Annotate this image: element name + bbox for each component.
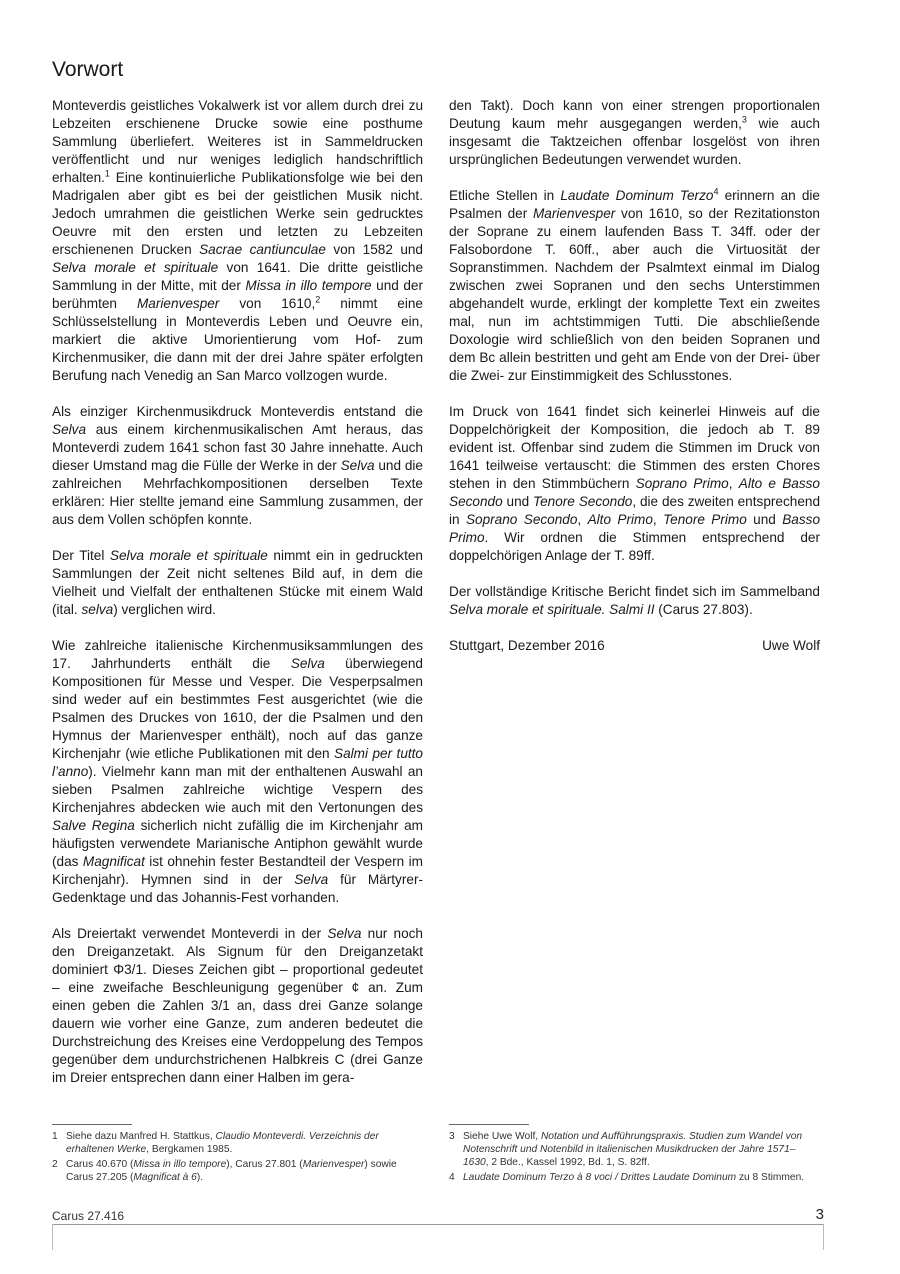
paragraph: [52, 925, 423, 1087]
text-segment: Als Dreiertakt verwendet Monteverdi in der: [52, 926, 328, 941]
text-segment: zu 8 Stimmen.: [736, 1172, 805, 1183]
text-segment: , die des zweiten entsprechend in: [449, 494, 821, 527]
text-segment: (Carus 27.803).: [654, 602, 753, 617]
paragraph: [52, 403, 423, 529]
italic-text: Alto e Basso Secondo: [449, 476, 820, 509]
text-segment: , 2 Bde., Kassel 1992, Bd. 1, S. 82ff.: [485, 1157, 650, 1168]
text-segment: wie auch insgesamt die Taktzeichen offenbar losgelöst von ihren ursprünglichen Bedeutungen verwendet wurden.: [449, 116, 820, 167]
text-segment: ist ohnehin fester Bestandteil der Vespern im Kirchenjahr). Hymnen sind in der: [52, 854, 423, 887]
text-segment: Im Druck von 1641 findet sich keinerlei Hinweis auf die Doppelchörigkeit der Komposition, die jedoch ab T. 89 evident ist. Offenbar sind zudem die Stimmen im Druck von 1641 teilweise vertauscht: die Stimmen des ersten Chores stehen in den Stimmbüchern: [449, 404, 820, 491]
text-segment: von 1610,: [219, 296, 316, 311]
footnote-number: 3: [449, 1131, 455, 1142]
footnote-rule-left: [52, 1124, 132, 1125]
author-name: Uwe Wolf: [762, 638, 820, 653]
italic-text: Magnificat à 6: [133, 1172, 197, 1183]
paragraph: [449, 583, 820, 619]
footnotes-right: [449, 1130, 820, 1186]
footnote: [449, 1130, 820, 1169]
footnote: [449, 1171, 820, 1184]
italic-text: Soprano Primo: [635, 476, 729, 491]
footnote: [52, 1158, 423, 1184]
italic-text: Notation und Aufführungspraxis. Studien zum Wandel von Notenschrift und Notenbild in italienischen Musikdrucken der Jahre 1571–1630: [463, 1131, 803, 1168]
footnotes-left: [52, 1130, 423, 1186]
text-segment: Der vollständige Kritische Bericht findet sich im Sammelband: [449, 584, 820, 599]
footnote-rule-right: [449, 1124, 529, 1125]
italic-text: Selva morale et spirituale. Salmi II: [449, 602, 655, 617]
text-segment: Carus 40.670 (: [66, 1159, 134, 1170]
text-segment: von 1582 und: [325, 242, 423, 257]
italic-text: Laudate Dominum Terzo: [560, 188, 714, 203]
text-segment: nur noch den Dreiganzetakt. Als Signum für den Dreiganzetakt dominiert Φ3/1. Dieses Zeichen gibt – proportional gedeutet – eine zweifache Beschleunigung gegenüber ¢ an. Zum einen geben die Zahlen 3/1 an, dass drei Ganze solange dauern wie vorher eine Ganze, zum anderen bedeutet die Durchstreichung des Kreises eine Verdoppelung des Tempos gegenüber dem undurchstrichenen Halbkreis C (drei Ganze im Dreier entsprechen dann einer Halben im gera-: [52, 926, 423, 1085]
catalog-number: Carus 27.416: [52, 1209, 125, 1223]
italic-text: Sacrae cantiunculae: [199, 242, 326, 257]
italic-text: Alto Primo: [587, 512, 653, 527]
crop-mark-left: [52, 1224, 53, 1250]
italic-text: Selva: [327, 926, 362, 941]
text-segment: und: [502, 494, 534, 509]
italic-text: Selva morale et spirituale: [109, 548, 268, 563]
page-number: 3: [815, 1206, 824, 1223]
paragraph: [52, 97, 423, 385]
text-segment: ,: [652, 512, 664, 527]
text-segment: und der berühmten: [52, 278, 423, 311]
text-segment: ,: [728, 476, 739, 491]
italic-text: Selva: [52, 422, 87, 437]
footnote-number: 4: [449, 1172, 455, 1183]
text-segment: , Bergkamen 1985.: [146, 1144, 233, 1155]
text-segment: Der Titel: [52, 548, 110, 563]
right-paragraphs: [449, 97, 820, 619]
text-segment: Siehe dazu Manfred H. Stattkus,: [66, 1131, 216, 1142]
footnote-number: 2: [52, 1159, 58, 1170]
paragraph: [449, 403, 820, 565]
italic-text: Selva: [294, 872, 329, 887]
italic-text: selva: [81, 602, 114, 617]
paragraph: [52, 547, 423, 619]
left-column: [52, 97, 423, 1105]
text-segment: . Wir ordnen die Stimmen entsprechend der doppelchörigen Anlage der T. 89ff.: [449, 530, 820, 563]
place-date: Stuttgart, Dezember 2016: [449, 638, 605, 653]
footnote-reference: 3: [741, 114, 747, 125]
italic-text: Salve Regina: [52, 818, 135, 833]
italic-text: Marienvesper: [136, 296, 220, 311]
paragraph: [449, 187, 820, 385]
italic-text: Magnificat: [82, 854, 145, 869]
text-segment: sicherlich nicht zufällig die im Kirchenjahr am häufigsten verwendete Marianische Antiphon gewählt wurde (das: [52, 818, 423, 869]
text-segment: nimmt ein in gedruckten Sammlungen der Zeit nicht seltenes Bild auf, in dem die Vielheit und Vielfalt der enthaltenen Stücke mit einem Wald (ital.: [52, 548, 423, 617]
text-segment: ) verglichen wird.: [113, 602, 216, 617]
italic-text: Selva morale et spirituale: [52, 260, 219, 275]
text-segment: ), Carus 27.801 (: [226, 1159, 303, 1170]
left-paragraphs: [52, 97, 423, 1087]
text-segment: erinnern an die Psalmen der: [449, 188, 820, 221]
italic-text: Selva: [290, 656, 325, 671]
signature-line: [449, 637, 820, 655]
footnote-text: [463, 1171, 820, 1184]
footnote-reference: 2: [315, 294, 321, 305]
italic-text: Missa in illo tempore: [245, 278, 372, 293]
text-segment: den Takt). Doch kann von einer strengen proportionalen Deutung kaum mehr ausgegangen werden,: [449, 98, 820, 131]
italic-text: Tenore Secondo: [533, 494, 633, 509]
text-segment: ) sowie Carus 27.205 (: [66, 1159, 397, 1183]
italic-text: Claudio Monteverdi. Verzeichnis der erhaltenen Werke: [66, 1131, 379, 1155]
crop-mark-right: [823, 1224, 824, 1250]
text-segment: und: [746, 512, 783, 527]
text-segment: aus einem kirchenmusikalischen Amt heraus, das Monteverdi zudem 1641 schon fast 30 Jahre innehatte. Auch dieser Umstand mag die Fülle der Werke in der: [52, 422, 423, 473]
paragraph: [449, 97, 820, 169]
text-segment: überwiegend Kompositionen für Messe und Vesper. Die Vesperpsalmen sind weder auf ein bestimmtes Fest ausgerichtet (wie die Psalmen des Druckes von 1610, der die Psalmen und den Hymnus der Marienvesper enthält), noch auf das ganze Kirchenjahr (wie etliche Publikationen mit den: [52, 656, 423, 761]
text-segment: ).: [196, 1172, 204, 1183]
text-segment: Siehe Uwe Wolf,: [463, 1131, 541, 1142]
text-segment: und die zahlreichen Mehrfachkompositionen derselben Texte erklären: Hier stellte jemand eine Sammlung zusammen, der aus dem Vollen schöpfen konnte.: [52, 458, 423, 527]
footnote-text: [66, 1130, 423, 1156]
text-segment: Eine kontinuierliche Publikationsfolge wie bei den Madrigalen aber gibt es bei der geistlichen Musik nicht. Jedoch umrahmen die geistlichen Werke sein gedrucktes Oeuvre mit den ersten und letzten zu Lebzeiten erschienenen Drucken: [52, 170, 423, 257]
italic-text: Laudate Dominum Terzo à 8 voci / Drittes Laudate Dominum: [463, 1172, 737, 1183]
footnote-reference: 4: [713, 186, 719, 197]
italic-text: Salmi per tutto l’anno: [52, 746, 423, 779]
text-segment: für Märtyrer-Gedenktage und das Johannis-Fest vorhanden.: [52, 872, 423, 905]
italic-text: Soprano Secondo: [465, 512, 578, 527]
italic-text: Marienvesper: [302, 1159, 365, 1170]
footnote-reference: 1: [104, 168, 110, 179]
text-segment: Monteverdis geistliches Vokalwerk ist vor allem durch drei zu Lebzeiten erschienene Drucke sowie eine posthume Sammlung überliefert. Weiteres ist in Sammeldrucken veröffentlicht und nur weniges lediglich handschriftlich erhalten.: [52, 98, 423, 185]
paragraph: [52, 637, 423, 907]
page-heading: Vorwort: [52, 58, 124, 81]
italic-text: Missa in illo tempore: [133, 1159, 227, 1170]
text-segment: Wie zahlreiche italienische Kirchenmusiksammlungen des 17. Jahrhunderts enthält die: [52, 638, 423, 671]
text-segment: Etliche Stellen in: [449, 188, 561, 203]
text-segment: Als einziger Kirchenmusikdruck Monteverdis entstand die: [52, 404, 423, 419]
text-segment: ). Vielmehr kann man mit der enthaltenen Auswahl an sieben Psalmen zahlreiche wichtige Vespern des Kirchenjahres abdecken wie auch mit den Vertonungen des: [52, 764, 423, 815]
italic-text: Marienvesper: [532, 206, 616, 221]
right-column: [449, 97, 820, 655]
italic-text: Basso Primo: [449, 512, 821, 545]
italic-text: Selva: [340, 458, 375, 473]
footnote-text: [463, 1130, 820, 1169]
text-segment: nimmt eine Schlüsselstellung in Monteverdis Leben und Oeuvre ein, markiert die aktive Umorientierung vom Hof- zum Kirchenmusiker, die dann mit der drei Jahre später erfolgten Berufung nach Venedig an San Marco vollzogen wurde.: [52, 296, 423, 383]
footer-rule: [52, 1224, 824, 1225]
footnote-number: 1: [52, 1131, 58, 1142]
text-segment: ,: [577, 512, 588, 527]
text-segment: von 1641. Die dritte geistliche Sammlung in der Mitte, mit der: [52, 260, 424, 293]
footnote-text: [66, 1158, 423, 1184]
italic-text: Tenore Primo: [663, 512, 747, 527]
footnote: [52, 1130, 423, 1156]
text-segment: von 1610, so der Rezitationston der Soprane zu einem laufenden Bass T. 34ff. oder der Falsobordone T. 60ff., aber auch die Virtuosität der Sopranstimmen. Nachdem der Psalmtext einmal im Dialog zwischen zwei Sopranen und den sechs Unterstimmen abgehandelt wurde, erklingt der komplette Text ein zweites mal, nun im achtstimmigen Tutti. Die abschließende Doxologie wird schließlich von den beiden Sopranen und dem Bc allein bestritten und geht am Ende von der Drei- über die Zwei- zur Einstimmigkeit des Schlusstones.: [449, 206, 820, 383]
